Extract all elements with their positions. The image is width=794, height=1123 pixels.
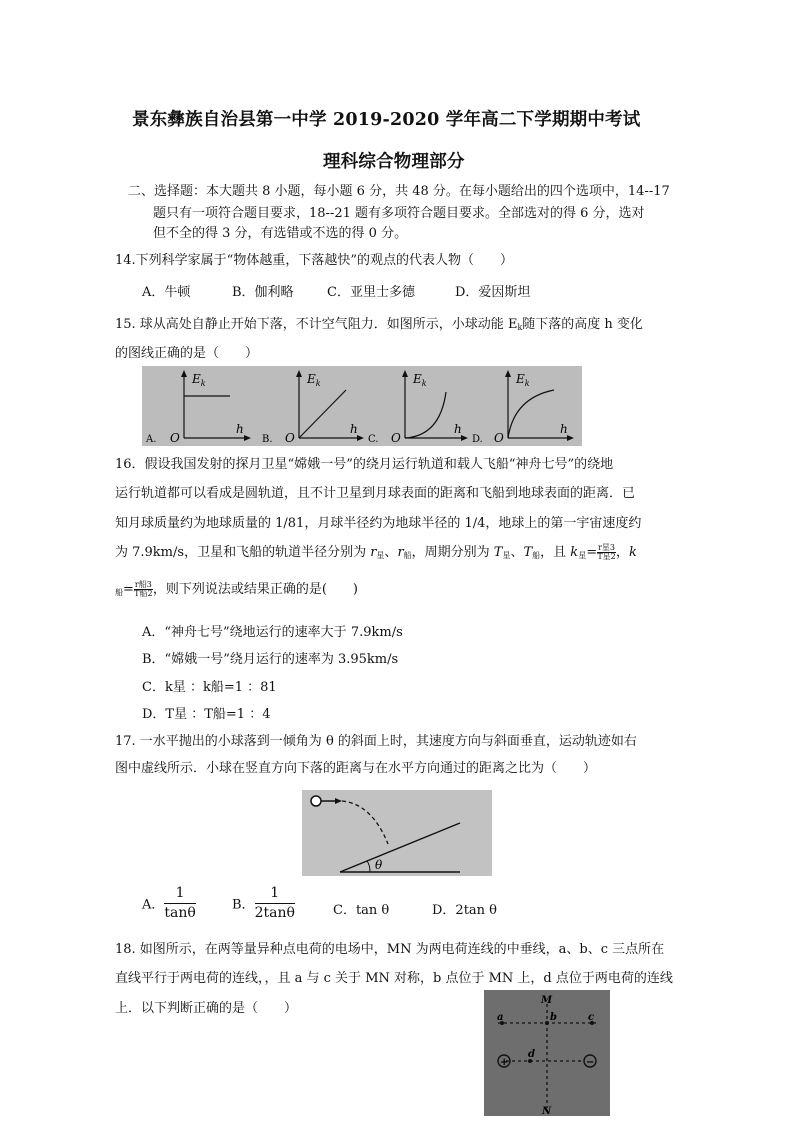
q18-stem-line1: 18. 如图所示，在两等量异种点电荷的电场中，MN 为两电荷连线的中垂线，a、b、c 三点所在 bbox=[115, 942, 665, 957]
q15-graph-c-letter: C. bbox=[368, 434, 379, 445]
q17-stem-line2: 图中虚线所示．小球在竖直方向下落的距离与在水平方向通过的距离之比为（ ） bbox=[115, 761, 597, 776]
q17-figure-background bbox=[302, 790, 492, 876]
ball-icon bbox=[311, 796, 321, 806]
q16-option-b: B．“嫦娥一号”绕月运行的速率为 3.95km/s bbox=[142, 652, 399, 667]
q18-label-n: N bbox=[542, 1106, 552, 1116]
q18-label-d: d bbox=[528, 1049, 535, 1060]
q14-option-d: D．爱因斯坦 bbox=[455, 285, 531, 300]
q15-graph-a-xlabel: h bbox=[236, 422, 244, 436]
q15-graph-c-xlabel: h bbox=[454, 422, 462, 436]
q15-graph-d-origin: O bbox=[494, 431, 504, 445]
q17-option-b: B． $\frac{1}{2\tan\theta}$ bbox=[232, 885, 295, 921]
q17-stem-line1: 17. 一水平抛出的小球落到一倾角为 θ 的斜面上时，其速度方向与斜面垂直，运动轨迹如右 bbox=[115, 734, 637, 749]
q14-option-a: A．牛顿 bbox=[142, 285, 191, 300]
q16-stem-line5: $_船$= $\frac{\text{r船3}}{\text{T船2}}$ ，则下列说法或结果正确的是( ) bbox=[115, 580, 358, 598]
q17-theta-label: θ bbox=[375, 858, 383, 872]
q15-graph-a-letter: A. bbox=[146, 434, 157, 445]
q15-graph-d-letter: D. bbox=[472, 434, 483, 445]
exam-title: 景东彝族自治县第一中学 2019-2020 学年高二下学期期中考试 bbox=[132, 110, 641, 130]
q14-option-b: B．伽利略 bbox=[232, 285, 294, 300]
q16-stem-line4: 为 7.9km/s，卫星和飞船的轨道半径分别为 $r_星$、$r_船$，周期分别为 $T_星$、$T_船$，且 $k_星=$ $\frac{\text{r星3}}{\text{T星2}}$ ，k bbox=[115, 543, 637, 561]
q16-k-moon-fraction: $\frac{\text{r星3}}{\text{T星2}}$ bbox=[597, 543, 616, 561]
q18-plus-sign: + bbox=[500, 1057, 509, 1068]
q15-graph-b-xlabel: h bbox=[350, 422, 358, 436]
q17-option-c: C．tan θ bbox=[333, 903, 390, 918]
q17-incline-figure bbox=[302, 790, 492, 876]
q18-label-a: a bbox=[497, 1012, 504, 1023]
q15-graph-d-xlabel: h bbox=[560, 422, 568, 436]
q15-stem-line1: 15. 球从高处自静止开始下落，不计空气阻力．如图所示，小球动能 $E_k$随下落的高度 h 变化 bbox=[115, 317, 643, 332]
q15-graph-b-letter: B. bbox=[262, 434, 273, 445]
q17-option-a: A． $\frac{1}{\tan\theta}$ bbox=[142, 885, 196, 921]
q18-label-c: c bbox=[588, 1012, 595, 1023]
q18-stem-line3: 上．以下判断正确的是（ ） bbox=[115, 1001, 298, 1016]
q16-option-d: D．T星 ：T船=1 ：4 bbox=[142, 707, 271, 722]
q15-graph-c-ylabel: $E_k$ bbox=[413, 372, 427, 388]
q15-graph-c-origin: O bbox=[391, 431, 401, 445]
section-instructions-line3: 但不全的得 3 分，有选错或不选的得 0 分。 bbox=[153, 226, 408, 241]
section-instructions-line2: 题只有一项符合题目要求，18--21 题有多项符合题目要求。全部选对的得 6 分，选对 bbox=[153, 206, 645, 221]
q16-stem-line1: 16．假设我国发射的探月卫星“嫦娥一号”的绕月运行轨道和载人飞船“神舟七号”的绕地 bbox=[115, 457, 614, 472]
q16-option-a: A．“神舟七号”绕地运行的速率大于 7.9km/s bbox=[142, 625, 403, 640]
q17-option-d: D．2tan θ bbox=[432, 903, 498, 918]
q16-option-c: C．k星 ：k船=1 ：81 bbox=[142, 680, 277, 695]
q15-graph-b-origin: O bbox=[285, 431, 295, 445]
q16-k-ship-fraction: $\frac{\text{r船3}}{\text{T船2}}$ bbox=[134, 580, 153, 598]
q15-graph-d-ylabel: $E_k$ bbox=[516, 372, 530, 388]
q18-stem-line2: 直线平行于两电荷的连线，，且 a 与 c 关于 MN 对称，b 点位于 MN 上，d 点位于两电荷的连线 bbox=[115, 971, 673, 986]
q15-graphs-figure bbox=[142, 366, 582, 446]
q16-stem-line3: 知月球质量约为地球质量的 1/81，月球半径约为地球半径的 1/4，地球上的第一宇宙速度约 bbox=[115, 516, 642, 531]
q18-label-m: M bbox=[541, 995, 553, 1006]
exam-subtitle: 理科综合物理部分 bbox=[323, 152, 465, 172]
q15-stem-line2: 的图线正确的是（ ） bbox=[115, 346, 259, 361]
q18-point-b bbox=[545, 1021, 549, 1025]
q18-label-b: b bbox=[550, 1012, 557, 1023]
q15-graph-b-ylabel: $E_k$ bbox=[307, 372, 321, 388]
q14-stem: 14.下列科学家属于“物体越重，下落越快”的观点的代表人物（ ） bbox=[115, 253, 513, 268]
q14-option-c: C．亚里士多德 bbox=[327, 285, 415, 300]
section-instructions-line1: 二、选择题：本大题共 8 小题，每小题 6 分，共 48 分。在每小题给出的四个选项中，14--17 bbox=[128, 184, 670, 199]
q16-stem-line2: 运行轨道都可以看成是圆轨道，且不计卫星到月球表面的距离和飞船到地球表面的距离．已 bbox=[115, 486, 636, 501]
q18-minus-sign: − bbox=[586, 1057, 595, 1068]
q15-graph-a-ylabel: $E_k$ bbox=[192, 372, 206, 388]
q18-field-figure bbox=[484, 990, 610, 1116]
q15-graph-a-origin: O bbox=[170, 431, 180, 445]
